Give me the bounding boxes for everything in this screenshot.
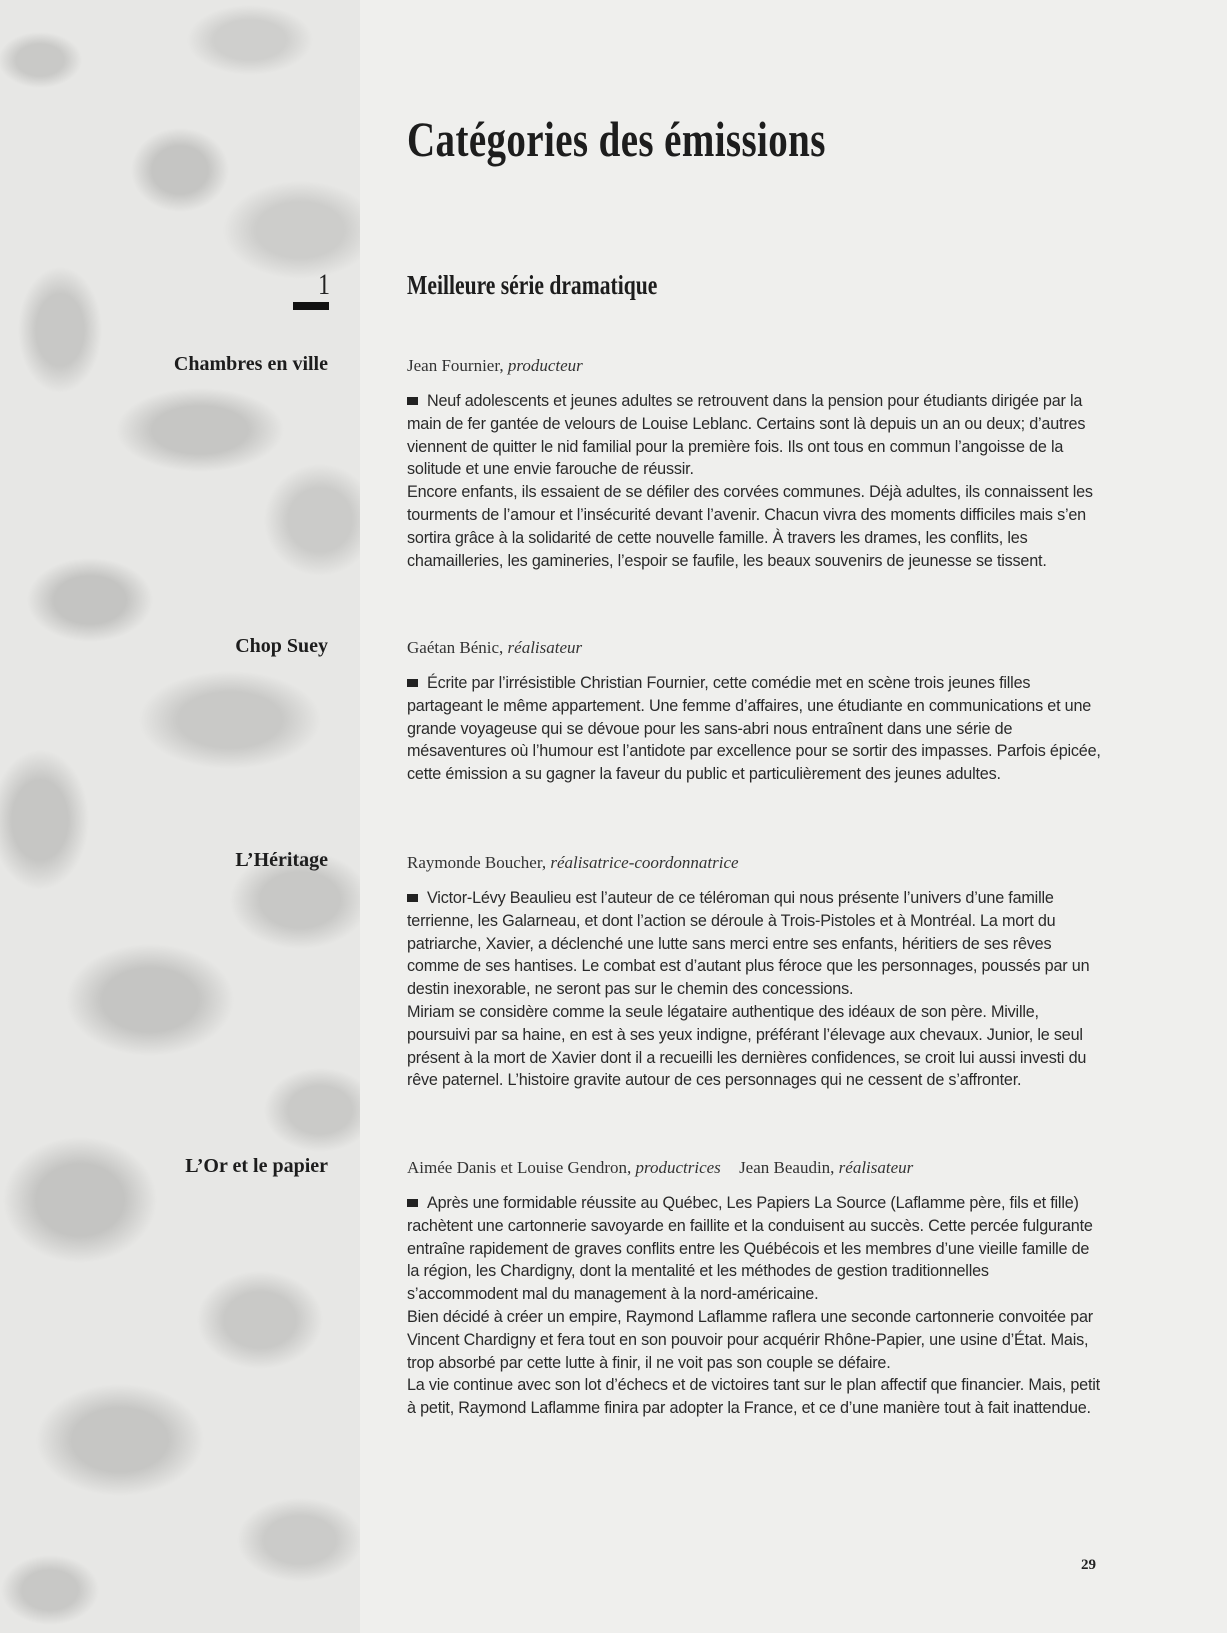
entry-chop-suey bbox=[407, 638, 1102, 786]
paragraph: Bien décidé à créer un empire, Raymond Laflamme raflera une seconde cartonnerie convoitée par Vincent Chardigny et fera tout en son pouvoir pour acquérir Rhône-Papier, une usine d’État. Mais, trop absorbé par cette lutte à finir, il ne voit pas son couple se défaire. bbox=[407, 1307, 1093, 1372]
credit-role: réalisatrice-coordonnatrice bbox=[550, 853, 739, 872]
entry-description bbox=[407, 1192, 1102, 1420]
page-number: 29 bbox=[1081, 1557, 1096, 1573]
category-marker-bar bbox=[293, 302, 329, 310]
bullet-square-icon bbox=[407, 894, 418, 902]
bullet-square-icon bbox=[407, 397, 418, 405]
entry-description bbox=[407, 887, 1102, 1092]
paragraph: Après une formidable réussite au Québec, Les Papiers La Source (Laflamme père, fils et fille) rachètent une cartonnerie savoyarde en faillite et la conduisent au succès. Cette percée fulgurante entraîne rapidement de graves conflits entre les Québécois et les membres d’une vieille famille de la région, les Chardigny, dont la mentalité et les méthodes de gestion traditionnelles s’accommodent mal du management à la nord-américaine. bbox=[407, 1194, 1093, 1304]
credit-role: réalisateur bbox=[507, 638, 583, 657]
bullet-square-icon bbox=[407, 679, 418, 687]
entry-l-or-et-le-papier bbox=[407, 1158, 1102, 1420]
paragraph: Neuf adolescents et jeunes adultes se retrouvent dans la pension pour étudiants dirigée par la main de fer gantée de velours de Louise Leblanc. Certains sont là depuis un an ou deux; d’autres viennent de quitter le nid familial pour la première fois. Ils ont tous en commun l’angoisse de la solitude et une envie farouche de réussir. bbox=[407, 392, 1086, 479]
credit-line bbox=[407, 1158, 1102, 1178]
category-number: 1 bbox=[318, 268, 330, 301]
credit-role: producteur bbox=[507, 356, 583, 375]
show-name-chop-suey: Chop Suey bbox=[235, 635, 328, 657]
show-name-l-heritage: L’Héritage bbox=[235, 849, 328, 871]
credit-role: réalisateur bbox=[838, 1158, 914, 1177]
credit-name: Raymonde Boucher, bbox=[407, 853, 547, 872]
entry-description bbox=[407, 390, 1102, 572]
entry-chambres-en-ville bbox=[407, 356, 1102, 572]
entry-description bbox=[407, 672, 1102, 786]
paragraph: Écrite par l’irrésistible Christian Fournier, cette comédie met en scène trois jeunes filles partageant le même appartement. Une femme d’affaires, une étudiante en communications et une grande voyageuse qui se dévoue pour les sans-abri nous entraînent dans une série de mésaventures où l’humour est l’antidote par excellence pour se sortir des impasses. Parfois épicée, cette émission a su gagner la faveur du public et particulièrement des jeunes adultes. bbox=[407, 674, 1101, 784]
credit-name: Gaétan Bénic, bbox=[407, 638, 504, 657]
show-name-chambres-en-ville: Chambres en ville bbox=[173, 353, 328, 375]
page-title: Catégories des émissions bbox=[407, 111, 826, 167]
credit-name: Jean Fournier, bbox=[407, 356, 504, 375]
paragraph: Victor-Lévy Beaulieu est l’auteur de ce téléroman qui nous présente l’univers d’une famille terrienne, les Galarneau, et dont l’action se déroule à Trois-Pistoles et à Montréal. La mort du patriarche, Xavier, a déclenché une lutte sans merci entre ses enfants, héritiers de ses rêves comme de ses hantises. Le combat est d’autant plus féroce que les personnages, poussés par un destin inexorable, ne seront pas sur le chemin des concessions. bbox=[407, 889, 1090, 999]
entry-l-heritage bbox=[407, 853, 1102, 1092]
credit-line bbox=[407, 638, 1102, 658]
paragraph: Encore enfants, ils essaient de se défiler des corvées communes. Déjà adultes, ils connaissent les tourments de l’amour et l’insécurité devant l’avenir. Chacun vivra des moments difficiles mais s’en sortira grâce à la solidarité de cette nouvelle famille. À travers les drames, les conflits, les chamailleries, les gamineries, l’espoir se faufile, les beaux souvenirs de jeunesse se tissent. bbox=[407, 483, 1093, 570]
paragraph: Miriam se considère comme la seule légataire authentique des idéaux de son père. Miville, poursuivi par sa haine, en est à ses yeux indigne, préférant l’élevage aux chevaux. Junior, le seul présent à la mort de Xavier dont il a recueilli les dernières confidences, se croit lui aussi investi du rêve paternel. L’histoire gravite autour de ces personnages qui ne cessent de s’affronter. bbox=[407, 1002, 1087, 1090]
bullet-square-icon bbox=[407, 1199, 418, 1207]
credit-name: Jean Beaudin, bbox=[739, 1158, 835, 1177]
credit-line bbox=[407, 356, 1102, 376]
show-name-l-or-et-le-papier: L’Or et le papier bbox=[185, 1155, 328, 1177]
credit-role: productrices bbox=[635, 1158, 721, 1177]
credit-line bbox=[407, 853, 1102, 873]
credit-name: Aimée Danis et Louise Gendron, bbox=[407, 1158, 632, 1177]
paragraph: La vie continue avec son lot d’échecs et de victoires tant sur le plan affectif que financier. Mais, petit à petit, Raymond Laflamme finira par adopter la France, et ce d’une manière tout à fait inattendue. bbox=[407, 1376, 1100, 1418]
textured-sidebar bbox=[0, 0, 360, 1633]
category-title: Meilleure série dramatique bbox=[407, 270, 658, 300]
